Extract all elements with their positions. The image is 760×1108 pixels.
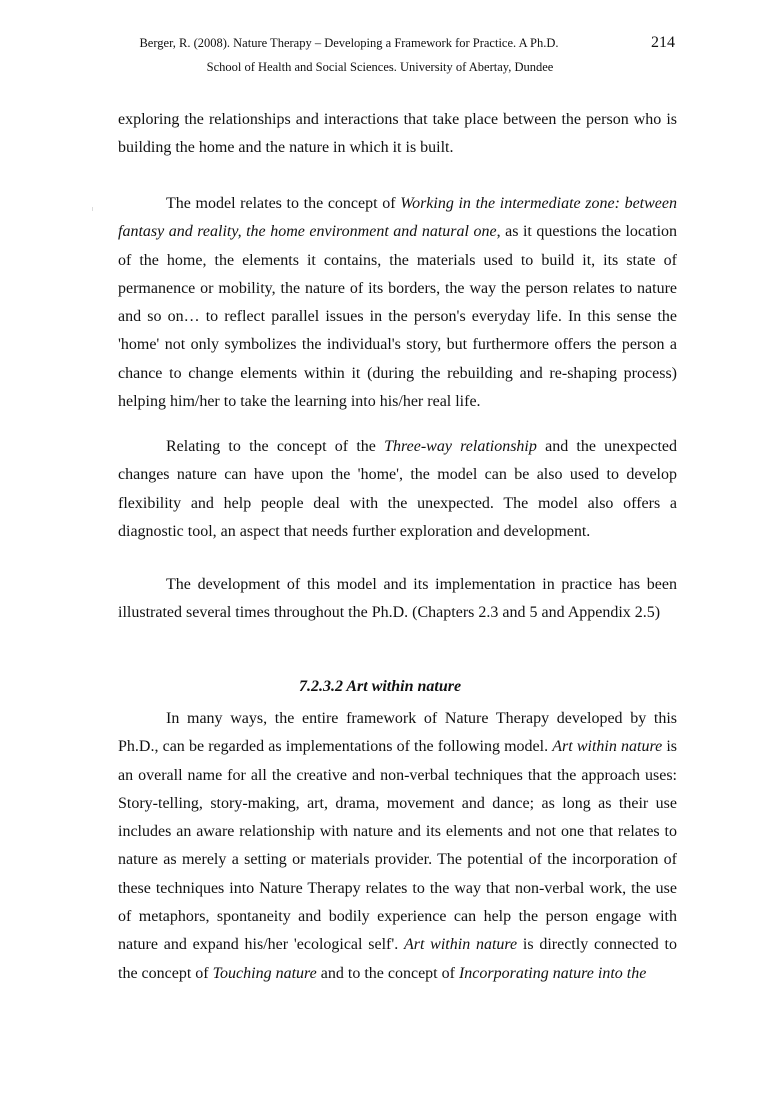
paragraph-text: exploring the relationships and interactions that take place between the person who is building the home and the nature in which it is built.	[118, 111, 677, 157]
concept-term: Art within nature	[552, 738, 663, 756]
paragraph-continuation	[118, 106, 677, 163]
paragraph-model-concept	[118, 190, 677, 416]
paragraph-text: Relating to the concept of the	[166, 438, 385, 455]
paragraph-text: is directly connected to the concept of	[118, 936, 678, 982]
paragraph-text: is an overall name for all the creative and non-verbal techniques that the approach uses: Story-telling, story-making, art, drama, movement and dance; as long as their use includes an aware relationship with nature and its elements and not one that relates to nature as merely a setting or materials provider. The potential of the incorporation of these techniques into Nature Therapy relates to the way that non-verbal work, the use of metaphors, spontaneity and bodily experience can help the person engage with nature and expand his/her 'ecological self'.	[118, 738, 678, 954]
paragraph-three-way-relationship	[118, 433, 677, 546]
paragraph-text: and the unexpected changes nature can have upon the 'home', the model can be also used to develop flexibility and help people deal with the unexpected. The model also offers a diagnostic tool, an aspect that needs further exploration and development.	[118, 438, 678, 540]
concept-term: Art within nature	[403, 936, 518, 954]
concept-term: Three-way relationship	[384, 438, 537, 455]
concept-term: Working in the intermediate zone: between fantasy and reality, the home environment and natural one	[118, 195, 677, 241]
running-header-institution: School of Health and Social Sciences. University of Abertay, Dundee	[206, 60, 554, 74]
paragraph-model-development	[118, 571, 677, 628]
paragraph-text: The development of this model and its implementation in practice has been illustrated several times throughout the Ph.D. (Chapters 2.3 and 5 and Appendix 2.5)	[118, 576, 677, 622]
paragraph-text: and to the concept of	[316, 964, 459, 982]
scan-mark	[92, 207, 93, 211]
running-header-citation: Berger, R. (2008). Nature Therapy – Developing a Framework for Practice. A Ph.D.	[139, 36, 559, 50]
concept-term: Touching nature	[212, 964, 317, 982]
concept-term: Incorporating nature into the	[458, 964, 647, 982]
paragraph-text: The model relates to the concept of	[166, 195, 401, 212]
paragraph-text: In many ways, the entire framework of Nature Therapy developed by this Ph.D., can be regarded as implementations of the following model.	[118, 710, 677, 756]
section-heading: 7.2.3.2 Art within nature	[298, 678, 462, 695]
page-number: 214	[651, 34, 675, 51]
paragraph-text: , as it questions the location of the home, the elements it contains, the materials used to build it, its state of permanence or mobility, the nature of its borders, the way the person relates to nature and so on… to reflect parallel issues in the person's everyday life. In this sense the 'home' not only symbolizes the individual's story, but furthermore offers the person a chance to change elements within it (during the rebuilding and re-shaping process) helping him/her to take the learning into his/her real life.	[118, 223, 678, 411]
paragraph-art-within-nature	[118, 705, 677, 988]
